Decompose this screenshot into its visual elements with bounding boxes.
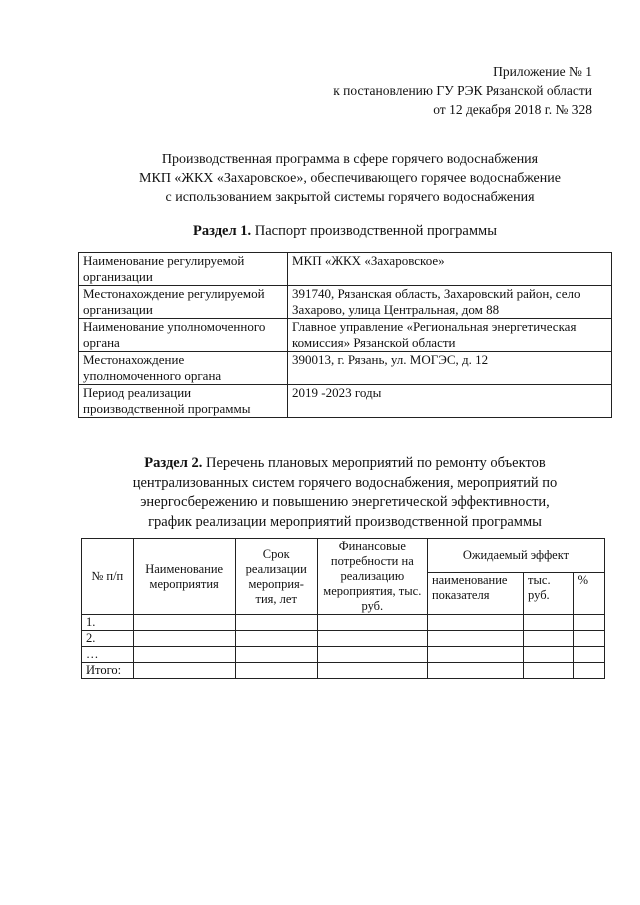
row-num: 2. — [82, 631, 134, 647]
header-num: № п/п — [82, 539, 134, 615]
passport-key: Местонахождение уполномоченного органа — [79, 352, 288, 385]
table-row — [82, 647, 605, 663]
cell — [524, 663, 574, 679]
header-name: Наименование мероприятия — [133, 539, 235, 615]
section1-label: Раздел 1. — [193, 223, 252, 239]
header-thousand: тыс. руб. — [524, 572, 574, 614]
passport-value: 390013, г. Рязань, ул. МОГЭС, д. 12 — [288, 352, 612, 385]
document-title — [70, 150, 630, 207]
header-indicator: наименование показателя — [427, 572, 523, 614]
cell — [133, 663, 235, 679]
section2-line: энергосбережению и повышению энергетической эффективности, — [140, 494, 550, 510]
table-row — [82, 663, 605, 679]
section1-heading — [60, 221, 630, 241]
passport-value: МКП «ЖКХ «Захаровское» — [288, 253, 612, 286]
cell — [427, 663, 523, 679]
cell — [427, 631, 523, 647]
table-header-row — [82, 539, 605, 573]
row-num: … — [82, 647, 134, 663]
section2-line: централизованных систем горячего водоснабжения, мероприятий по — [132, 474, 558, 491]
header-term: Срок реализации мероприя-тия, лет — [235, 539, 317, 615]
passport-key: Наименование уполномоченного органа — [79, 319, 288, 352]
section2-heading — [60, 454, 630, 532]
table-row — [82, 631, 605, 647]
title-line: с использованием закрытой системы горячего водоснабжения — [165, 190, 535, 205]
cell — [133, 615, 235, 631]
section2-line: график реализации мероприятий производственной программы — [148, 513, 542, 530]
cell — [427, 647, 523, 663]
table-row — [79, 319, 612, 352]
cell — [524, 647, 574, 663]
title-line: Производственная программа в сфере горячего водоснабжения — [161, 152, 539, 167]
passport-value: 2019 -2023 годы — [288, 385, 612, 418]
header-finance: Финансовые потребности на реализацию мероприятия, тыс. руб. — [317, 539, 427, 615]
cell — [573, 663, 604, 679]
table-row — [82, 615, 605, 631]
cell — [573, 631, 604, 647]
cell — [235, 647, 317, 663]
cell — [524, 631, 574, 647]
passport-key: Местонахождение регулируемой организации — [79, 286, 288, 319]
cell — [317, 631, 427, 647]
section1-text: Паспорт производственной программы — [254, 223, 497, 239]
cell — [573, 615, 604, 631]
passport-key: Наименование регулируемой организации — [79, 253, 288, 286]
appendix-line: от 12 декабря 2018 г. № 328 — [433, 102, 592, 117]
row-num: 1. — [82, 615, 134, 631]
cell — [317, 615, 427, 631]
section2-label: Раздел 2. — [144, 455, 203, 471]
cell — [235, 615, 317, 631]
cell — [317, 647, 427, 663]
header-effect: Ожидаемый эффект — [427, 539, 604, 573]
cell — [524, 615, 574, 631]
table-row — [79, 286, 612, 319]
section2-line: Перечень плановых мероприятий по ремонту объектов — [205, 455, 546, 471]
row-total: Итого: — [82, 663, 134, 679]
passport-value: Главное управление «Региональная энергетическая комиссия» Рязанской области — [288, 319, 612, 352]
passport-key: Период реализации производственной программы — [79, 385, 288, 418]
passport-value: 391740, Рязанская область, Захаровский район, село Захарово, улица Центральная, дом 88 — [288, 286, 612, 319]
cell — [133, 647, 235, 663]
table-row — [79, 352, 612, 385]
cell — [317, 663, 427, 679]
passport-table — [78, 252, 612, 418]
appendix-header — [333, 62, 592, 119]
table-row — [79, 385, 612, 418]
measures-table — [81, 538, 605, 679]
cell — [133, 631, 235, 647]
cell — [573, 647, 604, 663]
header-percent: % — [573, 572, 604, 614]
appendix-line: Приложение № 1 — [493, 64, 592, 79]
cell — [427, 615, 523, 631]
cell — [235, 663, 317, 679]
title-line: МКП «ЖКХ «Захаровское», обеспечивающего горячее водоснабжение — [139, 171, 561, 186]
cell — [235, 631, 317, 647]
appendix-line: к постановлению ГУ РЭК Рязанской области — [333, 83, 592, 98]
table-row — [79, 253, 612, 286]
